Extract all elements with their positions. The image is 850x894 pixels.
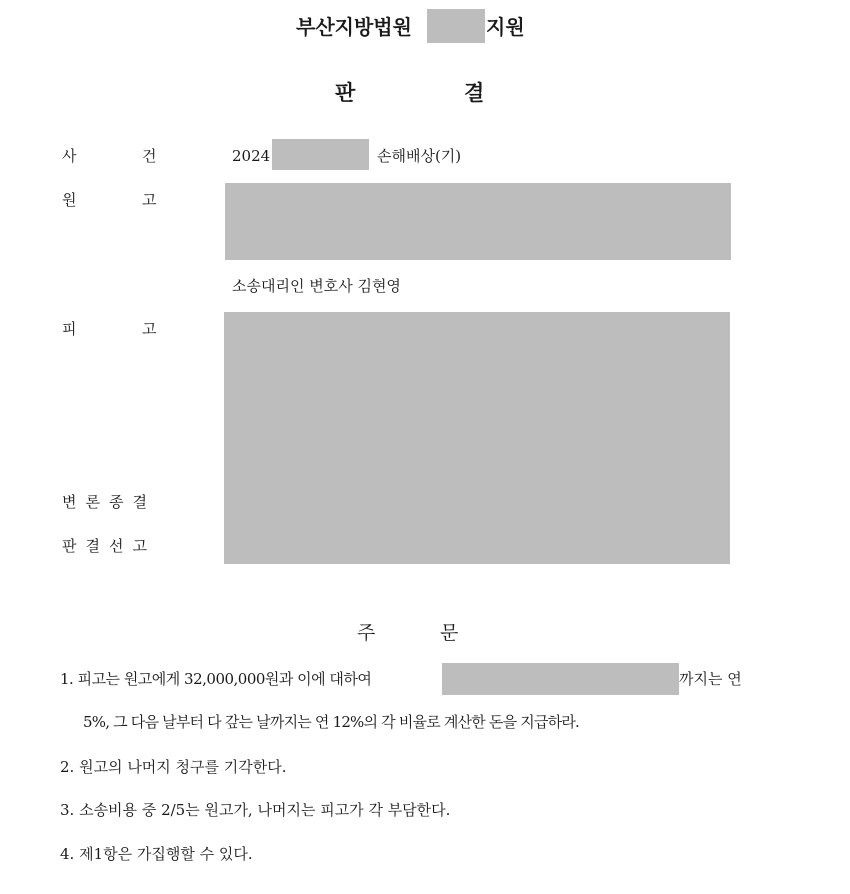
plaintiff-label-right: 고	[142, 191, 157, 209]
order-item-1-line-2: 5%, 그 다음 날부터 다 갚는 날까지는 연 12%의 각 비율로 계산한 돈을 지급하라.	[83, 713, 579, 731]
judgment-date-label: 판결선고	[62, 537, 156, 555]
redacted-case-number	[272, 139, 369, 170]
plaintiff-counsel: 소송대리인 변호사 김현영	[232, 277, 401, 295]
order-item-1-line-1-end: 까지는 연	[679, 670, 742, 688]
plaintiff-label-left: 원	[62, 191, 77, 209]
redacted-branch-name	[427, 9, 485, 43]
order-item-4: 4. 제1항은 가집행할 수 있다.	[60, 845, 253, 863]
order-item-1-line-1-start: 1. 피고는 원고에게 32,000,000원과 이에 대하여	[60, 670, 372, 688]
redacted-interest-date	[442, 663, 679, 695]
defendant-label-left: 피	[62, 320, 77, 338]
redacted-plaintiff-info	[225, 183, 731, 260]
court-name	[296, 12, 412, 42]
case-label-left: 사	[62, 147, 77, 165]
document-title-right: 결	[464, 81, 485, 105]
order-item-3: 3. 소송비용 중 2/5는 원고가, 나머지는 피고가 각 부담한다.	[60, 801, 451, 819]
case-label-right: 건	[142, 147, 157, 165]
order-item-2: 2. 원고의 나머지 청구를 기각한다.	[60, 758, 287, 776]
document-title-left: 판	[335, 81, 356, 105]
order-title-left: 주	[357, 622, 376, 644]
closing-argument-label: 변론종결	[62, 493, 156, 511]
court-name-suffix: 지원	[486, 15, 525, 39]
order-title-right: 문	[440, 622, 459, 644]
case-number-prefix: 2024	[232, 147, 271, 165]
court-name-suffix-wrap	[486, 12, 525, 42]
defendant-label-right: 고	[142, 320, 157, 338]
redacted-defendant-and-dates	[224, 312, 730, 564]
case-name: 손해배상(기)	[377, 147, 462, 165]
court-name-prefix: 부산지방법원	[296, 15, 412, 39]
